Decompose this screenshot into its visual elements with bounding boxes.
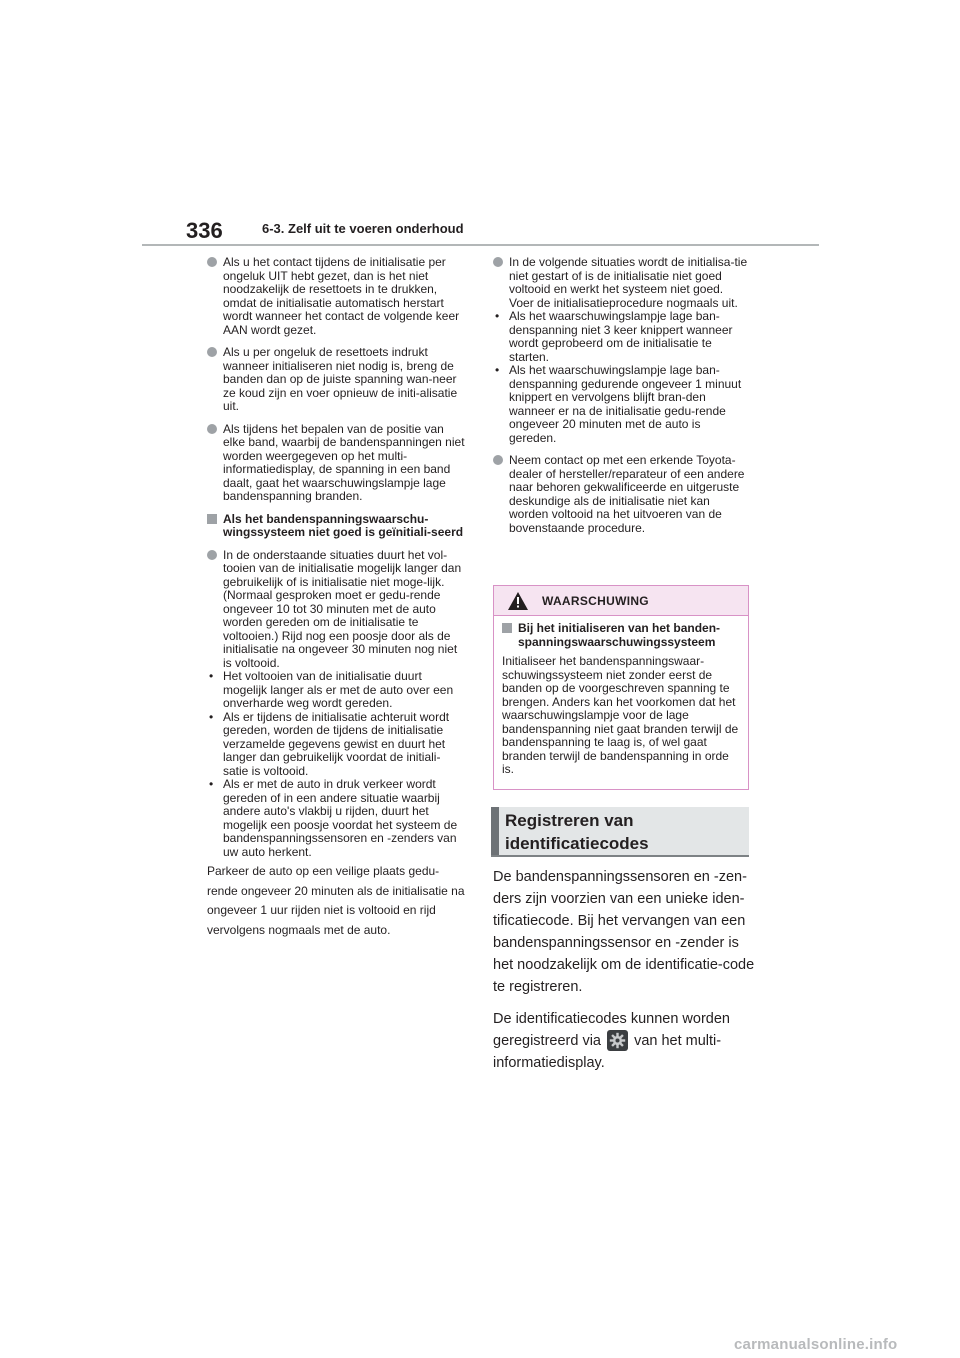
warning-triangle-icon — [508, 592, 528, 615]
heading-accent-bar — [491, 807, 499, 855]
warning-body — [494, 616, 748, 777]
warning-box — [493, 585, 749, 790]
page-number: 336 — [186, 218, 223, 243]
list-item — [207, 346, 465, 414]
list-item — [207, 256, 465, 337]
warning-text: Initialiseer het bandenspanningswaar-schuwingssysteem niet zonder eerst de banden op de voorgeschreven spanning te brengen. Anders kan het voorkomen dat het waarschuwingslampje voor de lage bandenspanning niet gaat branden terwijl de bandenspanning te laag is, of wel gaat branden terwijl de bandenspanning in orde is. — [502, 654, 739, 776]
sub-list — [207, 670, 465, 859]
paragraph-text: De identificatiecodes kunnen worden geregistreerd via — [493, 1011, 730, 1049]
subheading-text: Als het bandenspanningswaarschu-wingssysteem niet goed is geïnitiali-seerd — [223, 511, 464, 539]
settings-gear-icon — [607, 1030, 628, 1051]
registration-title — [505, 809, 649, 855]
registration-heading-box — [491, 807, 749, 857]
warning-heading — [502, 622, 742, 649]
registration-text — [493, 866, 755, 1084]
list-item — [207, 549, 465, 671]
bullet-dot-icon — [207, 424, 217, 434]
warning-header — [494, 586, 748, 616]
warning-title: WAARSCHUWING — [542, 594, 649, 608]
bullet-text: Als u het contact tijdens de initialisatie per ongeluk UIT hebt gezet, dan is het niet noodzakelijk de resettoets in te drukken, omdat de initialisatie automatisch herstart wordt wanneer het contact de volgende keer AAN wordt gezet. — [223, 255, 460, 337]
square-bullet-icon — [207, 514, 217, 524]
bullet-text: Neem contact op met een erkende Toyota-dealer of hersteller/reparateur of een andere naar behoren gekwalificeerde en uitgeruste deskundige als de initialisatie niet kan worden voltooid na het uitvoeren van de bovenstaande procedure. — [509, 453, 745, 535]
bullet-dot-icon — [207, 550, 217, 560]
sub-list — [493, 310, 751, 445]
bullet-dot-icon — [493, 257, 503, 267]
left-column — [207, 256, 465, 940]
list-item — [207, 423, 465, 504]
square-bullet-icon — [502, 623, 512, 633]
registration-title-line: identificatiecodes — [505, 834, 649, 853]
registration-paragraph: De bandenspanningssensoren en -zen-ders zijn voorzien van een unieke iden-tificatiecode. Bij het vervangen van een bandenspanningssensor en -zender is het noodzakelijk om de identificatie-code te registreren. — [493, 869, 755, 995]
sub-item-text: Als het waarschuwingslampje lage ban-denspanning gedurende ongeveer 1 minuut knippert en vervolgens blijft bran-den wanneer er na de initialisatie gedu-rende ongeveer 20 minuten met de auto is gereden. — [509, 363, 742, 445]
bullet-text: Als tijdens het bepalen van de positie van elke band, waarbij de bandenspanningen niet worden weergegeven op het multi-informatiedisplay, de spanning in een band daalt, gaat het waarschuwingslampje lage bandenspanning branden. — [223, 421, 465, 503]
section-title: 6-3. Zelf uit te voeren onderhoud — [262, 221, 464, 236]
sub-list-item: • Als het waarschuwingslampje lage ban-denspanning gedurende ongeveer 1 minuut knippert en vervolgens blijft bran-den wanneer er na de initialisatie gedu-rende ongeveer 20 minuten met de auto is gereden. — [495, 363, 742, 445]
sub-item-text: Als het waarschuwingslampje lage ban-denspanning niet 3 keer knippert wanneer wordt geprobeerd om de initialisatie te starten. — [509, 309, 733, 364]
bullet-text: In de volgende situaties wordt de initialisa-tie niet gestart of is de initialisatie niet goed voltooid en werkt het systeem niet goed. Voer de initialisatieprocedure nogmaals uit. — [509, 255, 748, 310]
bullet-dot-icon — [207, 257, 217, 267]
sub-list-item: • Als het waarschuwingslampje lage ban-denspanning niet 3 keer knippert wanneer wordt geprobeerd om de initialisatie te starten. — [495, 309, 733, 364]
watermark: carmanualsonline.info — [734, 1336, 898, 1353]
list-item — [493, 454, 751, 535]
registration-title-line: Registreren van — [505, 811, 634, 830]
header-rule — [142, 244, 819, 246]
bullet-dot-icon — [493, 455, 503, 465]
bullet-text: Als u per ongeluk de resettoets indrukt wanneer initialiseren niet nodig is, breng de banden dan op de juiste spanning wan-neer ze koud zijn en voer opnieuw de initi-alisatie uit. — [223, 345, 458, 413]
sub-list-item: • Als er tijdens de initialisatie achteruit wordt gereden, worden de tijdens de initialisatie verzamelde gegevens gewist en duurt het langer dan gebruikelijk voordat de initiali-satie is voltooid. — [209, 709, 450, 778]
sub-item-text: Als er tijdens de initialisatie achteruit wordt gereden, worden de tijdens de initialisatie verzamelde gegevens gewist en duurt het langer dan gebruikelijk voordat de initiali-satie is voltooid. — [223, 709, 450, 778]
bullet-text: In de onderstaande situaties duurt het vol-tooien van de initialisatie mogelijk langer dan gebruikelijk of is initialisatie niet moge-lijk. (Normaal gesproken moet er gedu-rende ongeveer 10 tot 30 minuten met de auto worden gereden om de initialisatie te voltooien.) Rijd nog een poosje door als de initialisatie na ongeveer 30 minuten nog niet is voltooid. — [223, 547, 462, 670]
subheading — [207, 513, 465, 540]
bullet-dot-icon — [207, 347, 217, 357]
sub-item-text: Het voltooien van de initialisatie duurt mogelijk langer als er met de auto over een onverharde weg wordt gereden. — [223, 669, 454, 710]
right-column — [493, 256, 751, 544]
registration-paragraph — [493, 1008, 755, 1074]
sub-item-text: Als er met de auto in druk verkeer wordt gereden of in een andere situatie waarbij andere auto's vlakbij u rijden, duurt het mogelijk een poosje voordat het systeem de bandenspanningssensoren en -zenders van uw auto herkent. — [223, 777, 458, 859]
warning-heading-text: Bij het initialiseren van het banden-spanningswaarschuwingssysteem — [518, 621, 721, 649]
list-item — [493, 256, 751, 310]
paragraph-text: van het multi-informatiedisplay. — [493, 1033, 722, 1071]
closing-paragraph: Parkeer de auto op een veilige plaats gedu-rende ongeveer 20 minuten als de initialisatie na ongeveer 1 uur rijden niet is voltooid en rijd vervolgens nogmaals met de auto. — [207, 864, 465, 937]
sub-list-item: • Als er met de auto in druk verkeer wordt gereden of in een andere situatie waarbij andere auto's vlakbij u rijden, duurt het mogelijk een poosje voordat het systeem de bandenspanningssensoren en -zenders van uw auto herkent. — [209, 777, 458, 859]
sub-list-item: • Het voltooien van de initialisatie duurt mogelijk langer als er met de auto over een onverharde weg wordt gereden. — [209, 669, 454, 710]
